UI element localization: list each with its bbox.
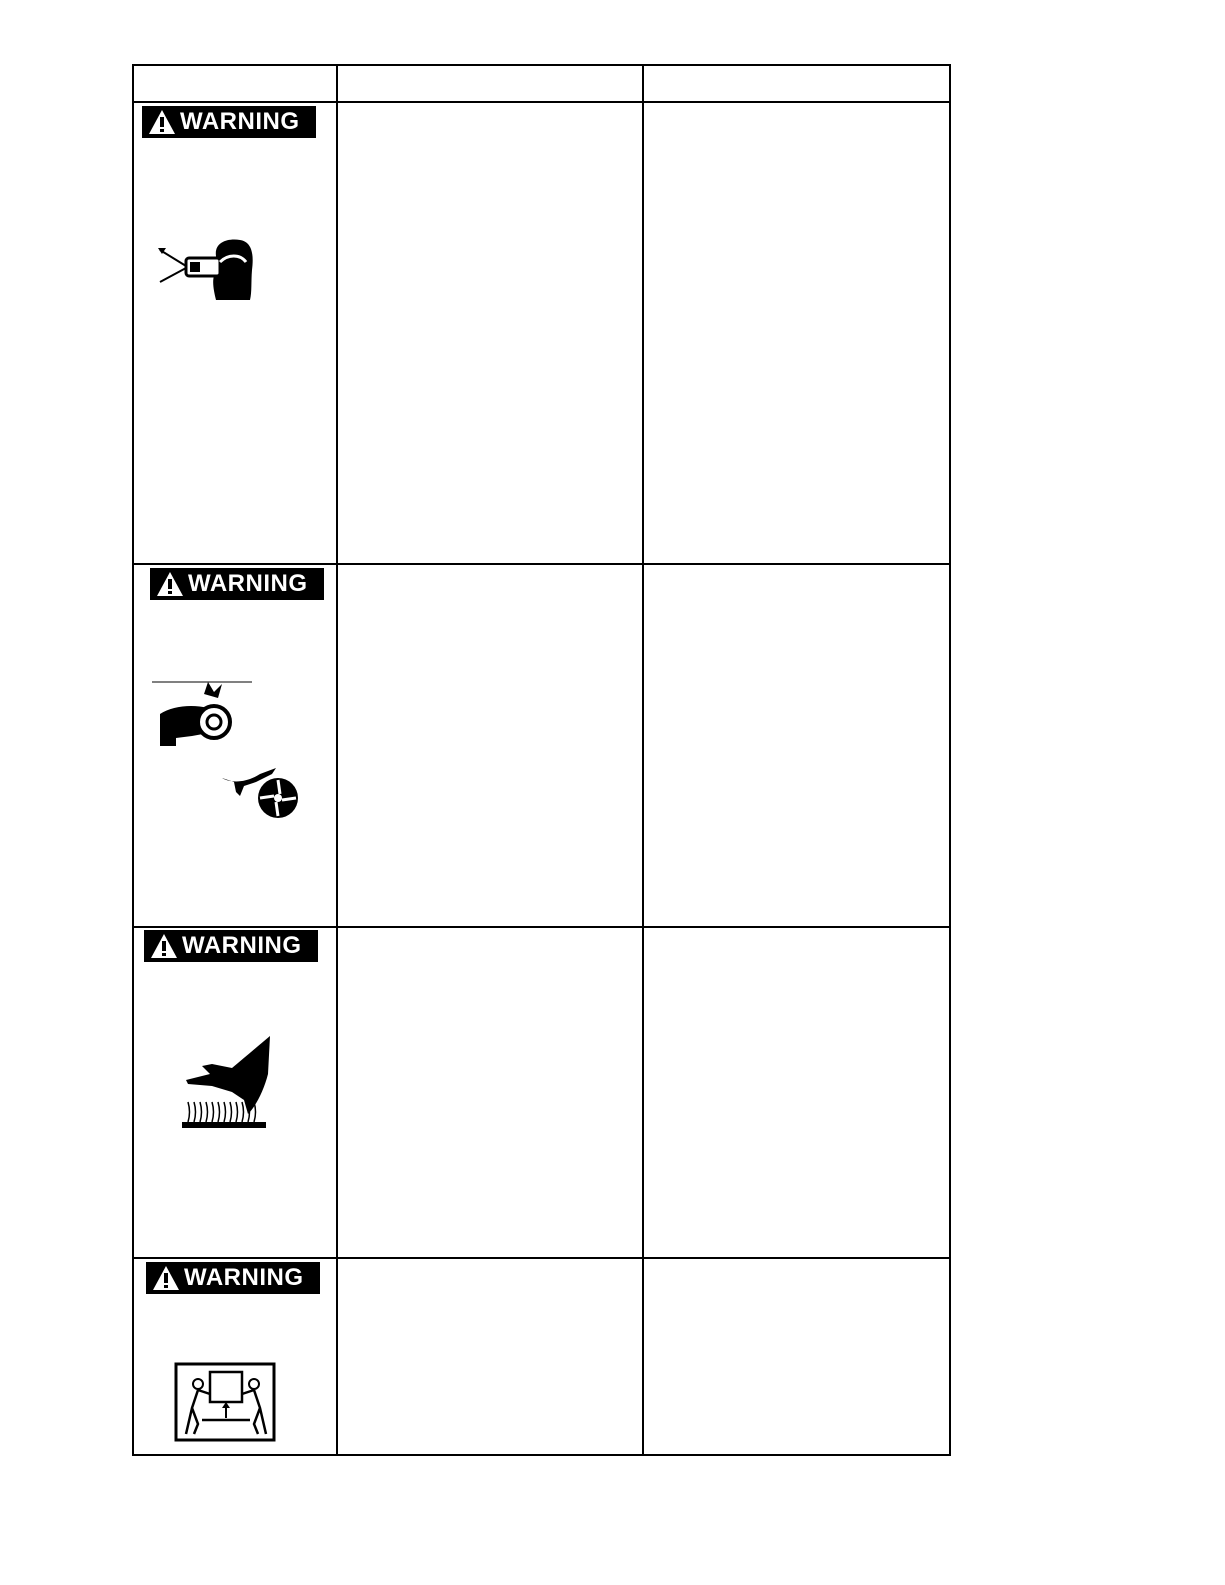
warning-label: WARNING (182, 932, 302, 959)
warning-badge (146, 1262, 320, 1294)
entanglement-hazard-icon (152, 674, 302, 824)
alert-triangle-icon (152, 1265, 180, 1291)
warning-badge (144, 930, 318, 962)
warning-badge (142, 106, 316, 138)
header-cell-1 (134, 66, 336, 101)
column-divider (642, 66, 644, 1454)
safety-table (132, 64, 951, 1456)
row-divider (134, 1257, 949, 1259)
warning-label: WARNING (184, 1264, 304, 1291)
warning-label: WARNING (188, 570, 308, 597)
column-divider (336, 66, 338, 1454)
warning-badge (150, 568, 324, 600)
row-divider (134, 563, 949, 565)
row-divider (134, 101, 949, 103)
hot-surface-icon (182, 1034, 272, 1134)
eye-protection-icon (156, 236, 256, 308)
alert-triangle-icon (150, 933, 178, 959)
warning-label: WARNING (180, 108, 300, 135)
alert-triangle-icon (148, 109, 176, 135)
header-cell-2 (338, 66, 642, 101)
row-divider (134, 926, 949, 928)
two-person-lift-icon (174, 1362, 278, 1444)
alert-triangle-icon (156, 571, 184, 597)
header-cell-3 (644, 66, 949, 101)
